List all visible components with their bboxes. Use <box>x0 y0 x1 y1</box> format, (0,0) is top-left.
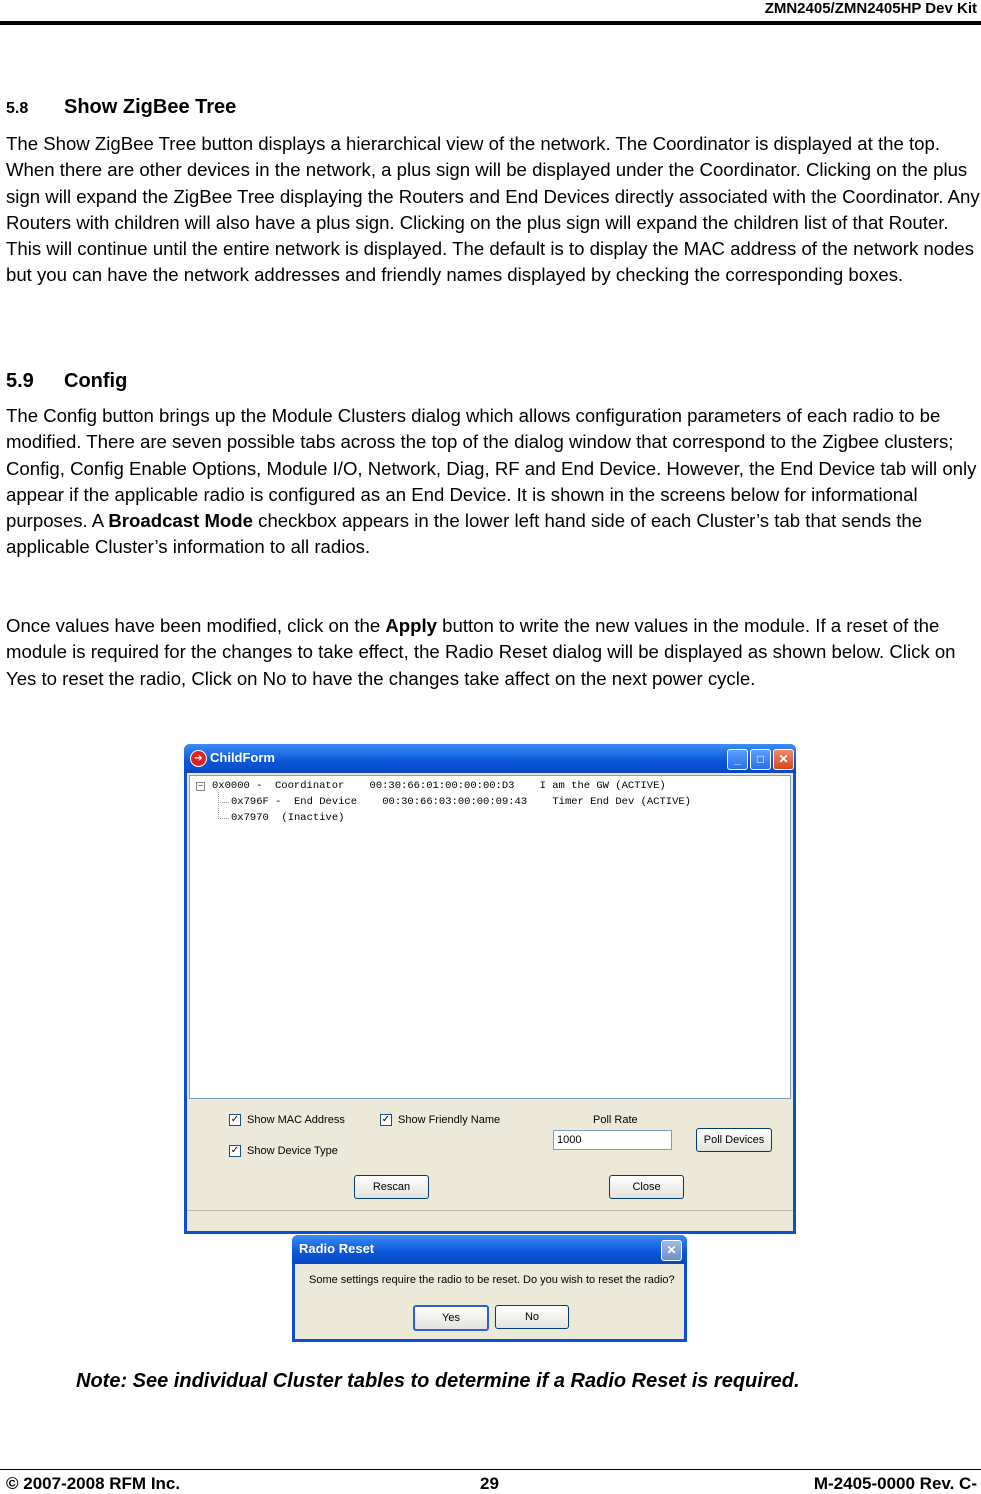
radio-reset-dialog <box>292 1235 687 1342</box>
check-icon: ✓ <box>230 1145 240 1157</box>
section-5-8-body: The Show ZigBee Tree button displays a hierarchical view of the network. The Coordinator is displayed at the top. When there are other devices in the network, a plus sign will be displayed under the Coordinator. Clicking on the plus sign will expand the ZigBee Tree displaying the Routers and End Devices directly associated with the Coordinator. Any Routers with children will also have a plus sign. Clicking on the plus sign will expand the children list of that Router. This will continue until the entire network is displayed. The default is to display the MAC address of the network nodes but you can have the network addresses and friendly names displayed by checking the corresponding boxes. <box>6 133 980 286</box>
yes-button[interactable]: Yes <box>413 1305 489 1331</box>
section-title: Show ZigBee Tree <box>64 96 237 118</box>
poll-rate-input[interactable]: 1000 <box>553 1130 672 1150</box>
apply-bold: Apply <box>385 615 437 636</box>
close-window-button[interactable]: ✕ <box>773 749 794 770</box>
section-number: 5.8 <box>6 100 29 117</box>
header-title: ZMN2405/ZMN2405HP Dev Kit <box>764 0 977 17</box>
footer-doc-id: M-2405-0000 Rev. C- <box>813 1474 977 1493</box>
section-title: Config <box>64 370 128 392</box>
childform-window <box>184 744 796 1234</box>
childform-titlebar[interactable] <box>184 744 796 773</box>
dialog-titlebar[interactable] <box>292 1235 687 1264</box>
tree-node-coordinator[interactable]: 0x0000 - Coordinator 00:30:66:01:00:00:00:D3 I am the GW (ACTIVE) <box>212 780 666 792</box>
dialog-title: Radio Reset <box>299 1241 375 1256</box>
tree-connector <box>218 802 229 819</box>
header-rule <box>0 21 981 25</box>
check-icon: ✓ <box>381 1114 391 1126</box>
footer-copyright: © 2007-2008 RFM Inc. <box>6 1474 181 1493</box>
no-button[interactable]: No <box>495 1305 569 1329</box>
app-icon: ➔ <box>190 750 207 767</box>
close-button[interactable]: Close <box>609 1175 684 1199</box>
close-dialog-button[interactable]: ✕ <box>661 1240 682 1261</box>
maximize-button[interactable]: □ <box>750 749 771 770</box>
broadcast-mode-bold: Broadcast Mode <box>108 510 253 532</box>
collapse-icon[interactable]: − <box>196 782 205 791</box>
childform-client <box>187 773 793 1231</box>
footer-rule <box>0 1469 981 1470</box>
footer-page-number: 29 <box>480 1474 499 1493</box>
tree-node-end-device[interactable]: 0x796F - End Device 00:30:66:03:00:00:09:43 Timer End Dev (ACTIVE) <box>231 796 691 808</box>
section-heading-5-8 <box>6 96 236 119</box>
poll-rate-label: Poll Rate <box>593 1114 638 1126</box>
dialog-message: Some settings require the radio to be reset. Do you wish to reset the radio? <box>309 1274 675 1286</box>
window-title: ChildForm <box>210 750 275 765</box>
section-5-9-paragraph-2: Once values have been modified, click on the Apply button to write the new values in the module. If a reset of the module is required for the changes to take effect, the Radio Reset dialog will be displayed as shown below. Click on Yes to reset the radio, Click on No to have the changes take affect on the next power cycle. <box>6 615 956 689</box>
section-5-9-paragraph-1: The Config button brings up the Module Clusters dialog which allows configuration parameters of each radio to be modified. There are seven possible tabs across the top of the dialog window that correspond to the Zigbee clusters; Config, Config Enable Options, Module I/O, Network, Diag, RF and End Device. However, the End Device tab will only appear if the applicable radio is configured as an End Device. It is shown in the screens below for informational purposes. A Broadcast Mode checkbox appears in the lower left hand side of each Cluster’s tab that sends the applicable Cluster’s information to all radios. <box>6 405 977 558</box>
section-heading-5-9 <box>6 370 127 393</box>
poll-devices-button[interactable]: Poll Devices <box>696 1128 772 1152</box>
section-number: 5.9 <box>6 370 34 392</box>
zigbee-tree-view[interactable] <box>189 775 791 1099</box>
note-text: Note: See individual Cluster tables to determine if a Radio Reset is required. <box>76 1370 800 1392</box>
show-type-checkbox[interactable]: ✓ Show Device Type <box>230 1145 338 1157</box>
show-friendly-checkbox[interactable]: ✓ Show Friendly Name <box>381 1114 501 1126</box>
status-bar-divider <box>187 1210 793 1211</box>
dialog-client <box>295 1264 684 1339</box>
rescan-button[interactable]: Rescan <box>354 1175 429 1199</box>
check-icon: ✓ <box>230 1114 240 1126</box>
tree-node-inactive[interactable]: 0x7970 (Inactive) <box>231 812 345 824</box>
show-mac-checkbox[interactable]: ✓ Show MAC Address <box>230 1114 345 1126</box>
minimize-button[interactable]: _ <box>727 749 748 770</box>
